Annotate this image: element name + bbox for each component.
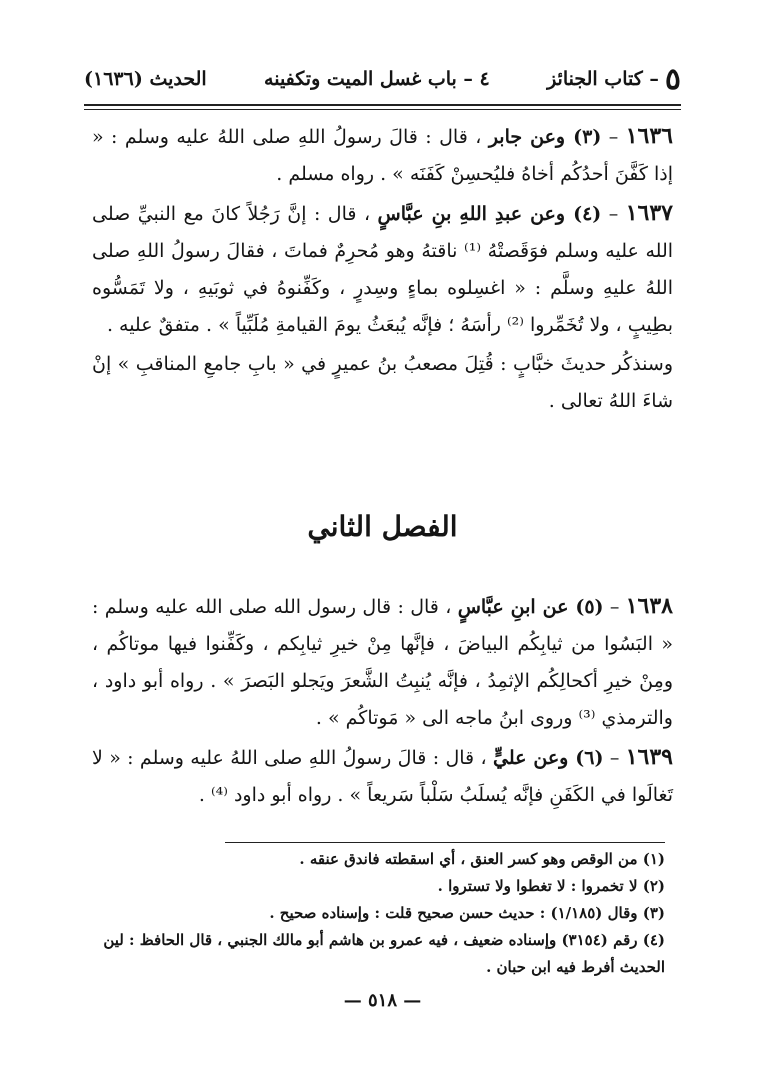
hadith-number: ١٦٣٩ (625, 744, 673, 770)
hadith-paragraph: ١٦٣٦ – (٣) وعن جابر ، قال : قالَ رسولُ اللهِ صلى اللهُ عليه وسلم : « إذا كَفَّنَ أحدُكُم أخاهُ فليُحسِنْ كَفَنَه » . رواه مسلم . (92, 123, 673, 185)
footnote: (٤) رقم (٣١٥٤) وإسناده ضعيف ، فيه عمرو بن هاشم أبو مالك الجنبي ، قال الحافظ : لين الحديث أفرط فيه ابن حبان . (103, 931, 665, 976)
hadith-narrator: (٣) وعن جابر (488, 126, 602, 148)
chapter-mark: ٥ (664, 61, 681, 97)
footnote-rule (225, 842, 665, 843)
chapter-title: ٤ – باب غسل الميت وتكفينه (264, 68, 490, 90)
hadith-range: الحديث (١٦٣٦) (84, 68, 207, 90)
book-title: – كتاب الجنائز (547, 68, 659, 90)
footnotes (92, 846, 665, 981)
running-header (84, 62, 681, 96)
hadith-number: ١٦٣٦ (625, 123, 673, 149)
page-number: — ٥١٨ — (343, 990, 422, 1011)
hadith-text: ، قال : إنَّ رَجُلاً كانَ مع النبيِّ صلى الله عليه وسلم فوَقَصتْهُ ⁽¹⁾ ناقتهُ وهو مُحرِمٌ فماتَ ، فقالَ رسولُ اللهِ صلى اللهُ عليهِ وسلَّم : « اغسِلوه بماءٍ وسِدرٍ ، وكَفِّنوهُ في ثوبَيهِ ، ولا تَمَسُّوه بطِيبٍ ، ولا تُخَمِّروا ⁽²⁾ رأسَهُ ؛ فإنَّه يُبعَثُ يومَ القيامةِ مُلَبِّياً » . متفقٌ عليه . (92, 203, 674, 336)
hadith-narrator: (٥) عن ابنِ عبَّاسٍ (457, 596, 604, 618)
hadith-paragraph: ١٦٣٧ – (٤) وعن عبدِ اللهِ بنِ عبَّاسٍ ، قال : إنَّ رَجُلاً كانَ مع النبيِّ صلى الله عليه وسلم فوَقَصتْهُ ⁽¹⁾ ناقتهُ وهو مُحرِمٌ فماتَ ، فقالَ رسولُ اللهِ صلى اللهُ عليهِ وسلَّم : « اغسِلوه بماءٍ وسِدرٍ ، وكَفِّنوهُ في ثوبَيهِ ، ولا تَمَسُّوه بطِيبٍ ، ولا تُخَمِّروا ⁽²⁾ رأسَهُ ؛ فإنَّه يُبعَثُ يومَ القيامةِ مُلَبِّياً » . متفقٌ عليه . (92, 200, 674, 336)
hadith-text: ، قال : قالَ رسولُ اللهِ صلى اللهُ عليه وسلم : « إذا كَفَّنَ أحدُكُم أخاهُ فليُحسِنْ كَفَنَه » . رواه مسلم . (92, 126, 673, 185)
hadith-narrator: (٤) وعن عبدِ اللهِ بنِ عبَّاسٍ (377, 203, 602, 225)
hadith-number: ١٦٣٧ (625, 200, 673, 226)
footnote: (١) من الوقص وهو كسر العنق ، أي اسقطته فاندق عنقه . (299, 850, 665, 868)
footnote: (٣) وقال (١/١٨٥) : حديث حسن صحيح قلت : وإسناده صحيح . (269, 904, 665, 922)
hadith-paragraph: ١٦٣٨ – (٥) عن ابنِ عبَّاسٍ ، قال : قال رسول الله صلى الله عليه وسلم : « البَسُوا من ثيابِكُم البياضَ ، فإنَّها مِنْ خيرِ ثيابِكم ، وكَفِّنوا فيها موتاكُم ، ومِنْ خيرِ أكحالِكُم الإثمِدُ ، فإنَّه يُنبِتُ الشَّعرَ ويَجلو البَصرَ » . رواه أبو داود ، والترمذي ⁽³⁾ وروى ابنُ ماجه الى « مَوتاكُم » . (92, 593, 673, 729)
hadith-text: ، قال : قال رسول الله صلى الله عليه وسلم : « البَسُوا من ثيابِكُم البياضَ ، فإنَّها مِنْ خيرِ ثيابِكم ، وكَفِّنوا فيها موتاكُم ، ومِنْ خيرِ أكحالِكُم الإثمِدُ ، فإنَّه يُنبِتُ الشَّعرَ ويَجلو البَصرَ » . رواه أبو داود ، والترمذي ⁽³⁾ وروى ابنُ ماجه الى « مَوتاكُم » . (92, 596, 673, 729)
hadith-number: ١٦٣٨ (625, 593, 673, 619)
header-right (547, 62, 681, 97)
hadith-text: ، قال : قالَ رسولُ اللهِ صلى اللهُ عليه وسلم : « لا تَغالَوا في الكَفَنِ فإنَّه يُسلَبُ سَلْباً سَريعاً » . رواه أبو داود ⁽⁴⁾ . (92, 747, 673, 806)
closing-note: وسنذكُر حديثَ خبَّابٍ : قُتِلَ مصعبُ بنُ عميرٍ في « بابِ جامعِ المناقبِ » إنْ شاءَ اللهُ تعالى . (92, 353, 673, 412)
hadith-narrator: (٦) وعن عليٍّ (492, 747, 604, 769)
hadith-paragraph: ١٦٣٩ – (٦) وعن عليٍّ ، قال : قالَ رسولُ اللهِ صلى اللهُ عليه وسلم : « لا تَغالَوا في الكَفَنِ فإنَّه يُسلَبُ سَلْباً سَريعاً » . رواه أبو داود ⁽⁴⁾ . (92, 744, 673, 806)
footnote: (٢) لا تخمروا : لا تغطوا ولا تستروا . (437, 877, 665, 895)
section-two-body (92, 588, 673, 816)
header-rule (84, 104, 681, 110)
section-one-body (92, 118, 673, 422)
section-title: الفصل الثاني (307, 510, 458, 543)
